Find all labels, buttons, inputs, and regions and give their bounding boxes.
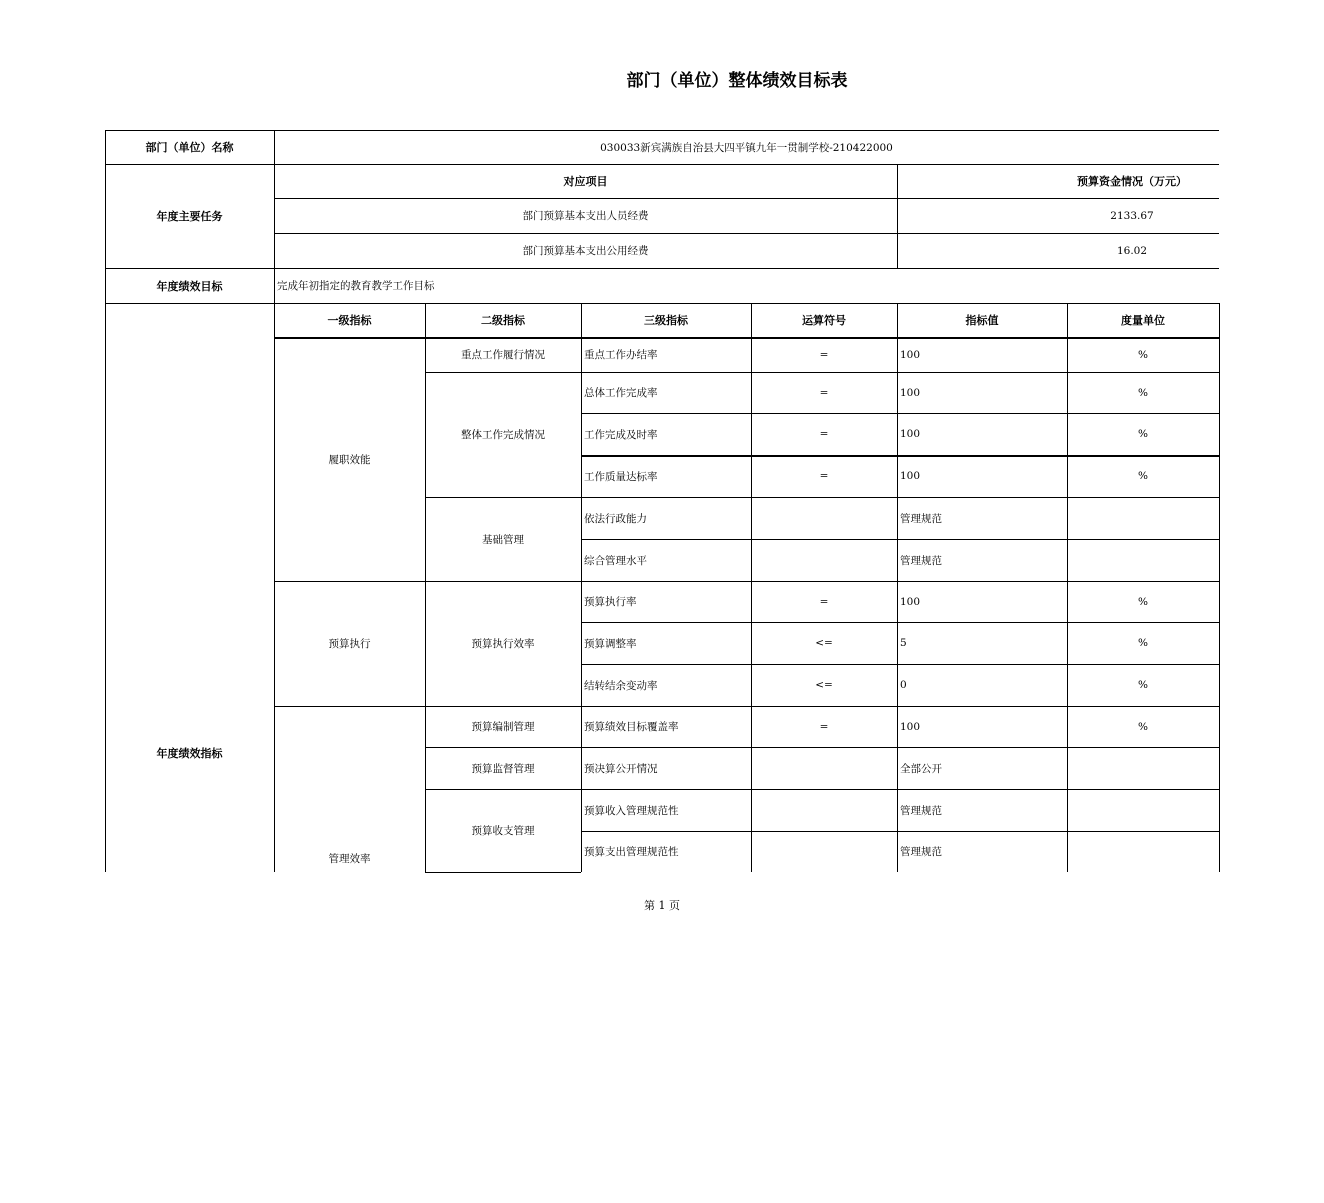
level2-indicator: 整体工作完成情况 [461,429,545,441]
grid-line [581,413,1219,414]
level2-indicator: 重点工作履行情况 [461,349,545,361]
grid-line [581,372,1219,373]
grid-line [274,581,425,582]
level3-indicator: 预算执行率 [584,596,637,608]
operator: = [819,348,829,361]
header-l3: 三级指标 [644,314,688,327]
grid-line [581,497,1219,498]
grid-line [425,497,581,498]
page-number: 第 1 页 [644,899,680,912]
level3-indicator: 预算支出管理规范性 [584,846,679,858]
grid-line [581,539,1219,540]
dept-label: 部门（单位）名称 [145,141,234,154]
grid-line [897,164,898,268]
level3-indicator: 重点工作办结率 [584,349,658,361]
indicator-value: 5 [900,637,907,649]
indicator-value: 100 [900,348,921,361]
level3-indicator: 预算调整率 [584,637,637,650]
tasks-header-project: 对应项目 [563,175,608,188]
grid-line [751,303,752,872]
operator: = [819,386,829,399]
level2-indicator: 预算编制管理 [471,721,535,733]
unit: % [1138,720,1148,733]
operator: <= [815,679,833,691]
grid-line [105,164,1219,165]
indicator-value: 100 [900,428,921,440]
level1-indicator: 履职效能 [328,453,371,466]
level3-indicator: 依法行政能力 [584,512,647,525]
grid-line [897,303,898,872]
indicator-value: 100 [900,470,921,482]
header-l2: 二级指标 [481,314,525,327]
unit [1067,747,1219,789]
unit [1067,831,1219,872]
indicators-label: 年度绩效指标 [156,747,223,760]
grid-line [581,789,1219,790]
grid-line [581,706,1219,707]
grid-line [581,622,1219,623]
unit: % [1138,679,1148,691]
operator [751,497,897,539]
task-budget: 16.02 [1116,244,1148,257]
level3-indicator: 预算收入管理规范性 [584,804,679,817]
grid-line [105,303,1219,304]
header-value: 指标值 [965,314,999,327]
grid-line [1219,303,1220,872]
unit: % [1138,428,1148,440]
indicator-value: 管理规范 [900,846,942,858]
unit: % [1138,595,1148,608]
grid-line [105,130,106,872]
grid-line [425,303,426,872]
grid-line [425,872,581,873]
grid-line [274,198,1219,199]
page-title: 部门（单位）整体绩效目标表 [626,71,848,91]
grid-line [581,303,582,872]
tasks-label: 年度主要任务 [156,210,223,223]
indicator-value: 100 [900,595,921,608]
grid-line [425,706,581,707]
tasks-header-budget: 预算资金情况（万元） [1077,175,1187,188]
grid-line [425,747,581,748]
level1-indicator: 管理效率 [328,852,371,865]
grid-line [274,130,275,872]
indicator-value: 管理规范 [900,804,942,817]
indicator-value: 100 [900,386,921,399]
level2-indicator: 预算收支管理 [471,825,535,837]
operator: = [819,428,829,440]
level3-indicator: 结转结余变动率 [584,679,658,692]
grid-line [274,706,425,707]
grid-line [105,130,1219,131]
indicator-value: 100 [900,720,921,733]
grid-line [581,455,1219,457]
dept-name: 030033新宾满族自治县大四平镇九年一贯制学校-210422000 [600,141,893,154]
level3-indicator: 综合管理水平 [584,554,647,567]
unit: % [1138,470,1148,482]
operator: = [819,720,829,733]
indicator-value: 管理规范 [900,554,942,567]
operator [751,831,897,872]
level3-indicator: 工作完成及时率 [584,428,658,441]
header-op: 运算符号 [802,314,846,327]
header-unit: 度量单位 [1121,314,1165,327]
grid-line [581,831,1219,832]
grid-line [425,581,581,582]
task-project: 部门预算基本支出公用经费 [522,245,649,257]
task-project: 部门预算基本支出人员经费 [522,210,649,222]
task-budget: 2133.67 [1110,209,1154,222]
level3-indicator: 预决算公开情况 [584,762,658,775]
grid-line [581,581,1219,582]
operator: <= [815,637,833,649]
operator [751,747,897,789]
operator: = [819,470,829,482]
level2-indicator: 预算执行效率 [471,638,535,650]
level1-indicator: 预算执行 [328,638,371,650]
grid-line [274,337,1219,339]
level3-indicator: 工作质量达标率 [584,470,658,483]
grid-line [274,233,1219,234]
level2-indicator: 基础管理 [482,533,524,546]
unit [1067,789,1219,831]
goal-label: 年度绩效目标 [156,279,223,293]
indicator-value: 管理规范 [900,512,942,525]
unit: % [1138,637,1148,649]
operator [751,539,897,581]
indicator-value: 全部公开 [900,762,942,775]
operator [751,789,897,831]
header-l1: 一级指标 [327,314,372,327]
level3-indicator: 预算绩效目标覆盖率 [584,721,679,733]
level3-indicator: 总体工作完成率 [584,387,658,399]
grid-line [581,664,1219,665]
grid-line [581,747,1219,748]
unit [1067,497,1219,539]
grid-line [105,268,1219,269]
operator: = [819,595,829,608]
unit: % [1138,386,1148,399]
grid-line [425,372,581,373]
unit: % [1138,348,1148,361]
unit [1067,539,1219,581]
grid-line [425,789,581,790]
goal-text: 完成年初指定的教育教学工作目标 [277,280,435,292]
indicator-value: 0 [900,679,907,691]
grid-line [1067,303,1068,872]
level2-indicator: 预算监督管理 [471,762,535,775]
